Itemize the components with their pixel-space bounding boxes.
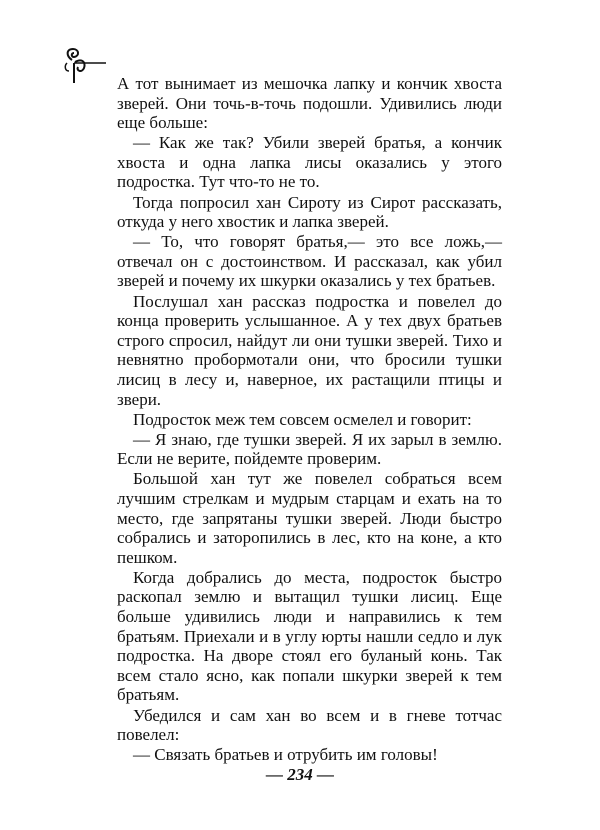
paragraph: Убедился и сам хан во всем и в гневе тотчас повелел: (117, 705, 502, 745)
paragraph: Когда добрались до места, подросток быстро раскопал землю и вытащил тушки лисиц. Еще больше удивились люди и направились к тем братьям. Приехали и в углу юрты нашли седло и лук подростка. На дворе стоял его буланый конь. Так всем стало ясно, как попали шкурки зверей к тем братьям. (117, 567, 502, 705)
paragraph: Послушал хан рассказ подростка и повелел до конца проверить услышанное. А у тех двух братьев строго спросил, найдут ли они тушки зверей. Тихо и невнятно пробормотали они, что бросили тушки лисиц в лесу и, наверное, их растащили птицы и звери. (117, 291, 502, 409)
story-text (117, 74, 502, 765)
paragraph: Тогда попросил хан Сироту из Сирот рассказать, откуда у него хвостик и лапка зверей. (117, 192, 502, 232)
paragraph: — Я знаю, где тушки зверей. Я их зарыл в землю. Если не верите, пойдемте проверим. (117, 429, 502, 469)
paragraph: — Связать братьев и отрубить им головы! (133, 745, 438, 765)
paragraph: — То, что говорят братья,— это все ложь,— отвечал он с достоинством. И рассказал, как убил зверей и почему их шкурки оказались у тех братьев. (117, 232, 502, 291)
paragraph: Подросток меж тем совсем осмелел и говорит: (133, 409, 472, 429)
paragraph: А тот вынимает из мешочка лапку и кончик хвоста зверей. Они точь-в-точь подошли. Удивились люди еще больше: (117, 74, 502, 133)
scroll-ornament-icon (62, 46, 108, 86)
page-number: — 234 — (266, 765, 334, 784)
paragraph: — Как же так? Убили зверей братья, а кончик хвоста и одна лапка лисы оказались у этого подростка. Тут что-то не то. (117, 133, 502, 192)
paragraph: Большой хан тут же повелел собраться всем лучшим стрелкам и мудрым старцам и ехать на то место, где запрятаны тушки зверей. Люди быстро собрались и заторопились в лес, кто на коне, а кто пешком. (117, 469, 502, 567)
